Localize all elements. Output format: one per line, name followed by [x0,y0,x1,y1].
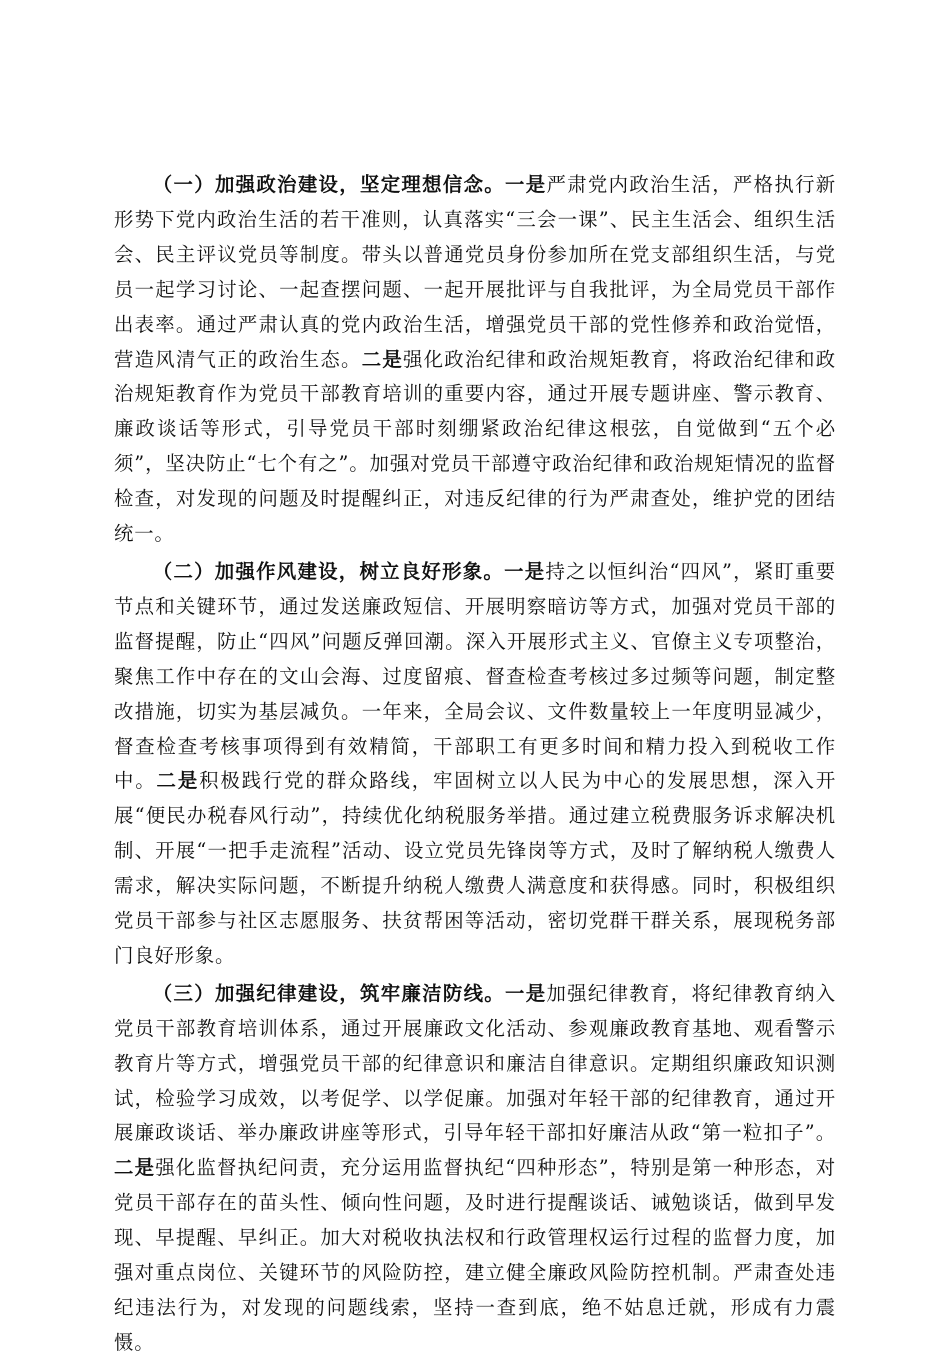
point-text: 加强纪律教育，将纪律教育纳入党员干部教育培训体系，通过开展廉政文化活动、参观廉政教育基地、观看警示教育片等方式，增强党员干部的纪律意识和廉洁自律意识。定期组织廉政知识测试，检验学习成效，以考促学、以学促廉。加强对年轻干部的纪律教育，通过开展廉政谈话、举办廉政讲座等形式，引导年轻干部扣好廉洁从政“第一粒扣子”。 [114,981,836,1145]
point-text: 积极践行党的群众路线，牢固树立以人民为中心的发展思想，深入开展“便民办税春风行动”，持续优化纳税服务举措。通过建立税费服务诉求解决机制、开展“一把手走流程”活动、设立党员先锋岗等方式，及时了解纳税人缴费人需求，解决实际问题，不断提升纳税人缴费人满意度和获得感。同时，积极组织党员干部参与社区志愿服务、扶贫帮困等活动，密切党群干群关系，展现税务部门良好形象。 [114,769,837,967]
point-lead: 一是 [505,173,547,196]
section-heading: （三）加强纪律建设，筑牢廉洁防线。 [152,981,506,1005]
point-lead: 二是 [114,1156,156,1180]
section-heading: （二）加强作风建设，树立良好形象。 [152,559,505,583]
point-lead: 二是 [361,347,403,371]
paragraph-style-building [114,555,836,974]
point-text: 强化监督执纪问责，充分运用监督执纪“四种形态”，特别是第一种形态，对党员干部存在的苗头性、倾向性问题，及时进行提醒谈话、诫勉谈话，做到早发现、早提醒、早纠正。加大对税收执法权和行政管理权运行过程的监督力度，加强对重点岗位、关键环节的风险防控，建立健全廉政风险防控机制。严肃查处违纪违法行为，对发现的问题线索，坚持一查到底，绝不姑息迁就，形成有力震慑。 [114,1156,836,1354]
section-heading: （一）加强政治建设，坚定理想信念。 [152,173,506,196]
paragraph-discipline-building [114,977,836,1361]
point-text: 严肃党内政治生活，严格执行新形势下党内政治生活的若干准则，认真落实“三会一课”、民主生活会、组织生活会、民主评议党员等制度。带头以普通党员身份参加所在党支部组织生活，与党员一起学习讨论、一起查摆问题、一起开展批评与自我批评，为全局党员干部作出表率。通过严肃认真的党内政治生活，增强党员干部的党性修养和政治觉悟，营造风清气正的政治生态。 [114,173,836,371]
document-body [114,168,836,1364]
point-text: 强化政治纪律和政治规矩教育，将政治纪律和政治规矩教育作为党员干部教育培训的重要内容，通过开展专题讲座、警示教育、廉政谈话等形式，引导党员干部时刻绷紧政治纪律这根弦，自觉做到“五个必须”，坚决防止“七个有之”。加强对党员干部遵守政治纪律和政治规矩情况的监督检查，对发现的问题及时提醒纠正，对违反纪律的行为严肃查处，维护党的团结统一。 [114,347,836,546]
paragraph-political-building [114,168,836,552]
point-text: 持之以恒纠治“四风”，紧盯重要节点和关键环节，通过发送廉政短信、开展明察暗访等方式，加强对党员干部的监督提醒，防止“四风”问题反弹回潮。深入开展形式主义、官僚主义专项整治，聚焦工作中存在的文山会海、过度留痕、督查检查考核过多过频等问题，制定整改措施，切实为基层减负。一年来，全局会议、文件数量较上一年度明显减少，督查检查考核事项得到有效精简，干部职工有更多时间和精力投入到税收工作中。 [114,559,836,793]
point-lead: 一是 [505,981,547,1005]
point-lead: 一是 [504,559,546,583]
point-lead: 二是 [156,769,200,793]
